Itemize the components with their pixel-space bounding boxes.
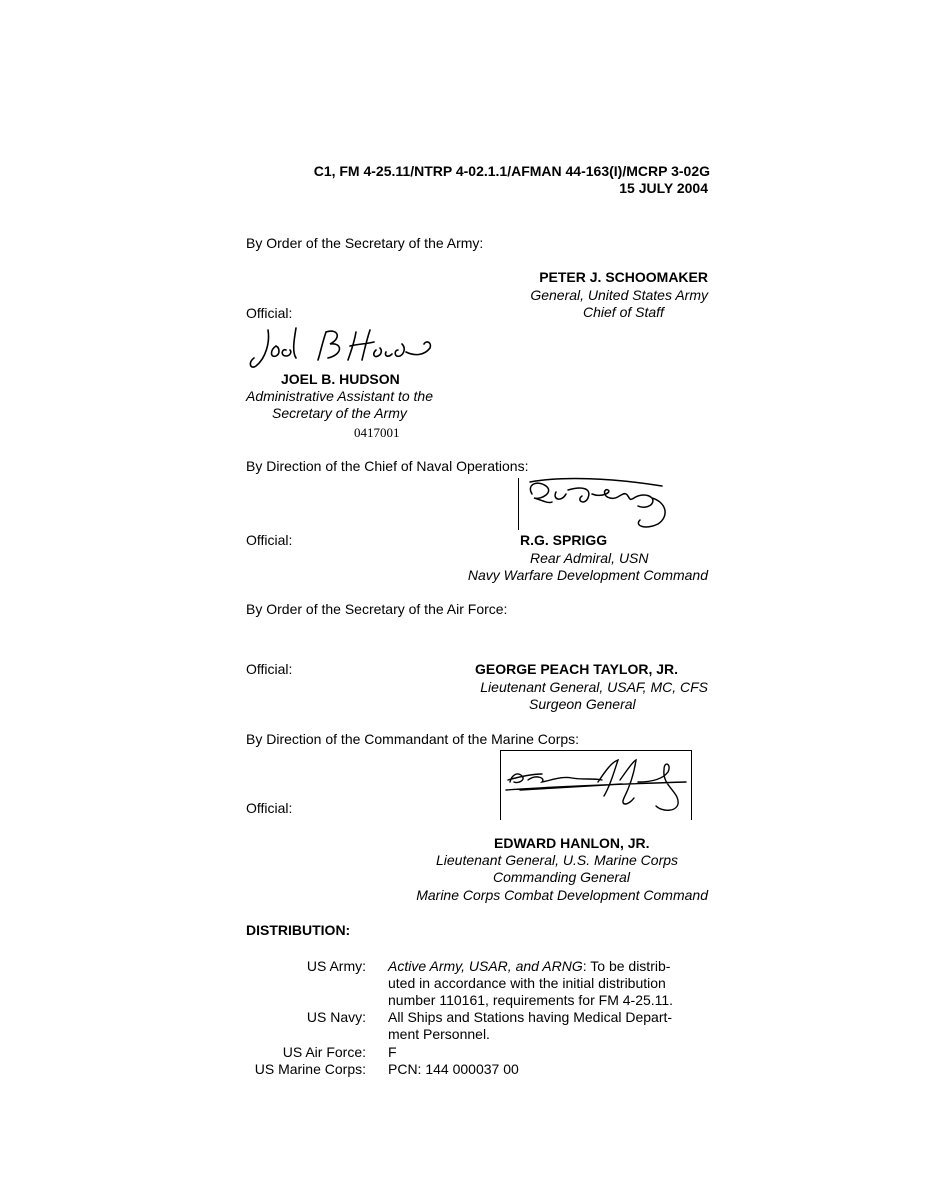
distribution-army-line-2: uted in accordance with the initial distribution [388,975,666,991]
hanlon-signature [502,752,690,818]
sprigg-signature [522,476,674,532]
distribution-army-line-1 [388,958,670,975]
army-signer-title-2: Chief of Staff [583,304,664,320]
army-official-title: Administrative Assistant to the [246,388,434,404]
army-order-line: By Order of the Secretary of the Army: [246,235,484,251]
distribution-label-airforce: US Air Force: [282,1044,366,1060]
marines-signature-border-left [500,750,501,820]
marines-signer-title-3: Marine Corps Combat Development Command [416,887,708,903]
marines-signature-border-top [500,750,692,751]
army-signer-title: General, United States Army [530,287,708,303]
marines-order-line: By Direction of the Commandant of the Marine Corps: [246,731,580,747]
army-official-number: 0417001 [354,425,400,440]
distribution-label-navy: US Navy: [306,1009,366,1025]
navy-signer-title-2: Navy Warfare Development Command [467,567,708,583]
distribution-army-line-3: number 110161, requirements for FM 4-25.11. [388,992,674,1008]
army-official-label: Official: [246,305,293,321]
airforce-order-line: By Order of the Secretary of the Air Force: [246,601,508,617]
distribution-army-lead-rest: : To be distrib- [582,958,671,974]
distribution-heading: DISTRIBUTION: [246,922,351,938]
navy-signer-title: Rear Admiral, USN [530,550,649,566]
distribution-army-lead: Active Army, USAR, and ARNG [388,958,583,974]
document-id: C1, FM 4-25.11/NTRP 4-02.1.1/AFMAN 44-163(I)/MCRP 3-02G [313,163,710,179]
navy-order-line: By Direction of the Chief of Naval Operations: [246,458,529,474]
airforce-signer-title: Lieutenant General, USAF, MC, CFS [480,679,708,695]
distribution-navy-line-1: All Ships and Stations having Medical Depart- [388,1009,673,1025]
marines-official-label: Official: [246,800,293,816]
airforce-signer-title-2: Surgeon General [529,696,636,712]
navy-signer-name: R.G. SPRIGG [520,532,608,548]
army-signer-name: PETER J. SCHOOMAKER [539,269,708,285]
marines-signature-border-right [691,750,692,820]
airforce-official-label: Official: [246,661,293,677]
distribution-navy-line-2: ment Personnel. [388,1026,490,1042]
marines-signer-title-2: Commanding General [493,869,630,885]
distribution-label-army: US Army: [306,958,366,974]
distribution-label-marines: US Marine Corps: [254,1061,366,1077]
distribution-airforce-line-1: F [388,1044,397,1060]
army-official-title-2: Secretary of the Army [272,405,407,421]
hudson-signature [246,322,436,372]
navy-signature-border [518,478,519,530]
distribution-marines-line-1: PCN: 144 000037 00 [388,1061,519,1077]
army-official-name: JOEL B. HUDSON [281,371,400,387]
navy-official-label: Official: [246,532,293,548]
airforce-signer-name: GEORGE PEACH TAYLOR, JR. [475,661,679,677]
marines-signer-title: Lieutenant General, U.S. Marine Corps [436,852,679,868]
document-date: 15 JULY 2004 [619,180,708,196]
marines-signer-name: EDWARD HANLON, JR. [494,835,650,851]
